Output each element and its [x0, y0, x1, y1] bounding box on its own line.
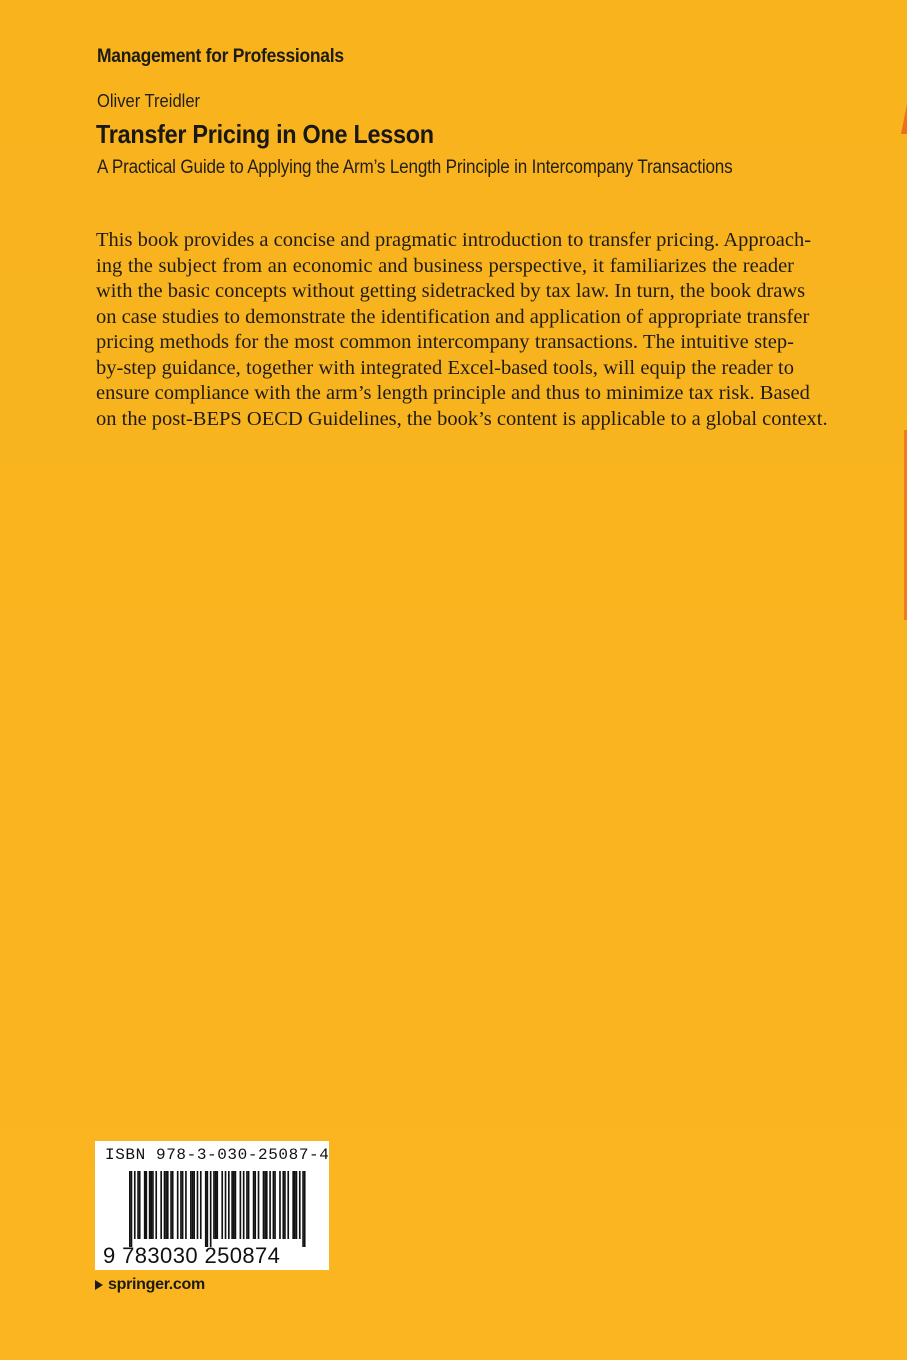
barcode-bar: [248, 1171, 250, 1239]
barcode-bar: [193, 1171, 195, 1239]
barcode-bar: [146, 1171, 148, 1239]
barcode-digits: 9 783030 250874: [103, 1243, 281, 1268]
barcode-bar: [170, 1171, 172, 1239]
description-line: with the basic concepts without getting sidetracked by tax law. In turn, the book draws: [96, 280, 806, 302]
barcode-bar: [279, 1171, 281, 1239]
barcode-bar: [246, 1171, 248, 1239]
barcode-bar: [254, 1171, 256, 1239]
barcode-bar: [149, 1171, 151, 1239]
barcode-bar: [129, 1171, 131, 1247]
barcode-bar: [292, 1171, 294, 1239]
barcode-bar: [282, 1171, 284, 1239]
barcode-bar: [304, 1171, 306, 1247]
barcode-bar: [150, 1171, 152, 1239]
book-description: [96, 228, 828, 432]
book-subtitle: A Practical Guide to Applying the Arm’s Length Principle in Intercompany Transactions: [97, 157, 733, 178]
barcode-bar: [296, 1171, 298, 1239]
barcode-bar: [155, 1171, 157, 1239]
barcode-bar: [302, 1171, 304, 1247]
barcode-bar: [235, 1171, 237, 1239]
isbn-number: ISBN 978-3-030-25087-4: [105, 1146, 330, 1164]
barcode-bar: [215, 1171, 217, 1239]
barcode-bar: [240, 1171, 242, 1239]
barcode-bar: [205, 1171, 207, 1247]
barcode-bar: [207, 1171, 209, 1247]
barcode-bar: [139, 1171, 141, 1239]
barcode-bar: [233, 1171, 235, 1239]
barcode-bar: [287, 1171, 289, 1239]
barcode-bar: [182, 1171, 184, 1239]
isbn-barcode: [95, 1141, 329, 1270]
barcode-bar: [269, 1171, 271, 1239]
description-line: pricing methods for the most common intercompany transactions. The intuitive step-: [96, 331, 794, 353]
barcode-bar: [221, 1171, 223, 1239]
barcode-bar: [190, 1171, 192, 1239]
website-label: springer.com: [108, 1276, 205, 1293]
barcode-bar: [160, 1171, 162, 1239]
barcode-bar: [167, 1171, 169, 1239]
barcode-bar: [172, 1171, 174, 1239]
barcode-bar: [131, 1171, 133, 1247]
description-line: This book provides a concise and pragmatic introduction to transfer pricing. Approach-: [96, 229, 812, 251]
barcode-bar: [253, 1171, 255, 1239]
barcode-bar: [273, 1171, 275, 1239]
barcode-bar: [164, 1171, 166, 1239]
barcode-bar: [263, 1171, 265, 1239]
barcode-bar: [284, 1171, 286, 1239]
barcode-bar: [274, 1171, 276, 1239]
spine-accent-top: [901, 104, 907, 134]
description-line: ing the subject from an economic and business perspective, it familiarizes the reader: [96, 254, 794, 277]
barcode-bar: [200, 1171, 202, 1239]
barcode-bar: [264, 1171, 266, 1239]
barcode-bar: [165, 1171, 167, 1239]
barcode-bar: [185, 1171, 187, 1239]
barcode-bar: [258, 1171, 260, 1239]
barcode-bar: [299, 1171, 301, 1239]
barcode-bar: [137, 1171, 139, 1239]
barcode-bar: [197, 1171, 199, 1239]
description-line: on the post-BEPS OECD Guidelines, the book’s content is applicable to a global context.: [96, 407, 828, 430]
description-line: by-step guidance, together with integrated Excel-based tools, will equip the reader to: [96, 356, 794, 379]
barcode-bar: [144, 1171, 146, 1239]
barcode-bar: [210, 1171, 212, 1247]
description-line: on case studies to demonstrate the identification and application of appropriate transfer: [96, 305, 810, 328]
barcode-bar: [243, 1171, 245, 1239]
barcode-bar: [152, 1171, 154, 1239]
barcode-bar: [294, 1171, 296, 1239]
barcode-bar: [266, 1171, 268, 1239]
barcode-bar: [228, 1171, 230, 1239]
barcode-bar: [216, 1171, 218, 1239]
barcode-bar: [180, 1171, 182, 1239]
barcode-bar: [192, 1171, 194, 1239]
arrow-right-icon: [95, 1280, 103, 1290]
barcode-bar: [177, 1171, 179, 1239]
book-title: Transfer Pricing in One Lesson: [96, 119, 434, 149]
barcode-bar: [134, 1171, 136, 1239]
author-name: Oliver Treidler: [97, 91, 201, 111]
series-name: Management for Professionals: [97, 46, 344, 67]
barcode-bar: [231, 1171, 233, 1239]
barcode-bar: [225, 1171, 227, 1239]
barcode-bar: [213, 1171, 215, 1239]
publisher-website[interactable]: [95, 1276, 205, 1294]
description-line: ensure compliance with the arm’s length principle and thus to minimize tax risk. Based: [96, 382, 810, 404]
